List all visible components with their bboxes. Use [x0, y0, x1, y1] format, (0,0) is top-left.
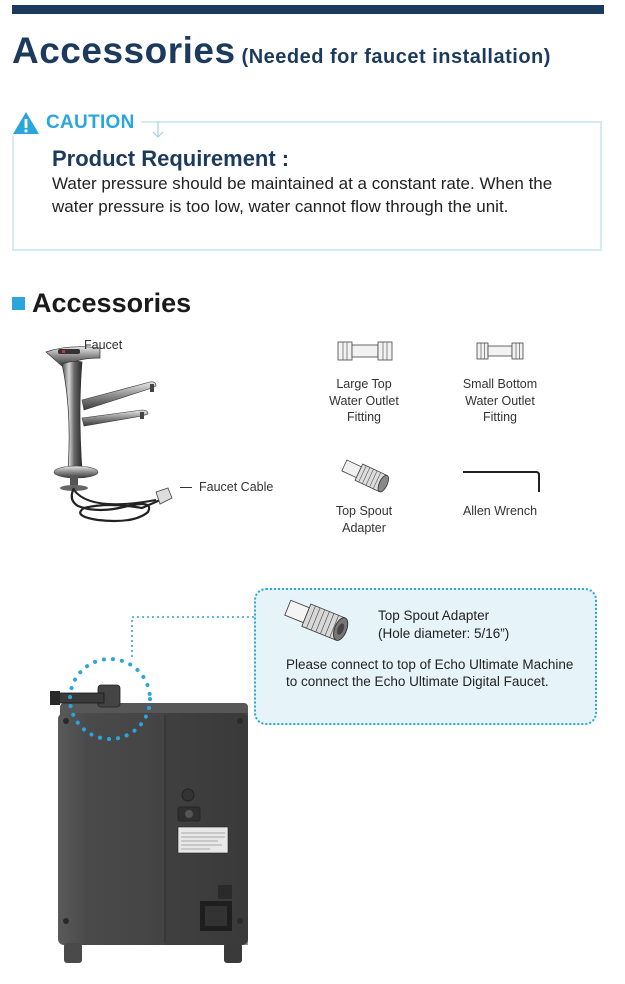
warning-icon	[12, 111, 40, 135]
allen-wrench-label: Allen Wrench	[462, 504, 538, 518]
requirement-heading: Product Requirement :	[52, 146, 290, 171]
requirement-body: Water pressure should be maintained at a constant rate. When the water pressure is too low, water cannot flow through the unit.	[52, 174, 553, 216]
faucet-cable-leader	[180, 487, 192, 488]
spout-adapter-label	[306, 503, 422, 536]
spout-adapter-line1: Top Spout	[335, 504, 393, 518]
accessories-heading	[12, 288, 191, 319]
large-fitting-line2: Water Outlet	[329, 393, 399, 408]
small-fitting-line2: Water Outlet	[465, 393, 535, 408]
caution-label	[12, 110, 141, 136]
bullet-square-icon	[12, 297, 25, 310]
small-fitting-line3: Fitting	[482, 410, 518, 424]
large-fitting-line1: Large Top	[336, 377, 392, 391]
accessories-title: Accessories	[32, 288, 192, 318]
callout-adapter-image	[281, 596, 355, 646]
small-fitting-label	[442, 376, 558, 426]
faucet-label: Faucet	[84, 338, 123, 352]
large-fitting-line3: Fitting	[346, 410, 382, 424]
arrow-down-icon	[150, 120, 166, 140]
faucet-cable-label: Faucet Cable	[199, 480, 274, 494]
small-fitting-image	[476, 341, 524, 361]
spout-adapter-line2: Adapter	[342, 520, 386, 535]
small-fitting-line1: Small Bottom	[462, 377, 538, 391]
callout-detail: (Hole diameter: 5/16”)	[378, 626, 510, 641]
allen-wrench-image	[462, 470, 542, 494]
caution-text: CAUTION	[46, 112, 135, 133]
page-title-text: Accessories	[12, 30, 236, 71]
callout-description: Please connect to top of Echo Ultimate Machine to connect the Echo Ultimate Digital Faucet.	[286, 657, 574, 689]
large-fitting-image	[337, 339, 393, 363]
callout-name: Top Spout Adapter	[378, 608, 490, 623]
page-subtitle: (Needed for faucet installation)	[241, 46, 551, 68]
spout-adapter-image	[340, 455, 394, 497]
top-bar	[12, 5, 604, 14]
page-title	[12, 30, 551, 72]
callout-title	[378, 607, 509, 643]
large-fitting-label	[306, 376, 422, 426]
machine-image	[50, 655, 255, 965]
faucet-image	[38, 340, 198, 525]
